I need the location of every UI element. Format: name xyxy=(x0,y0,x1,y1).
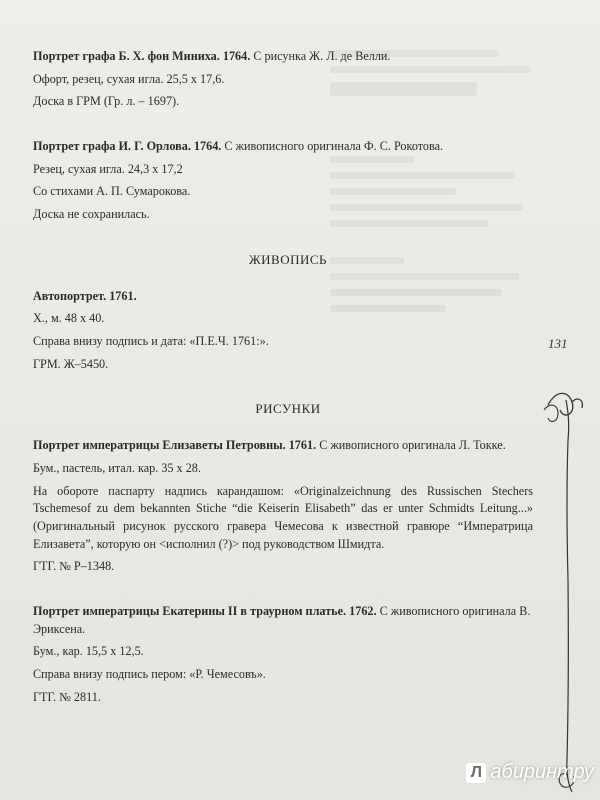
entry-source: С живописного оригинала Л. Токке. xyxy=(316,438,506,453)
entry-location: ГТГ. № Р–1348. xyxy=(33,559,115,574)
watermark-text xyxy=(490,761,594,784)
catalog-entry-minich xyxy=(33,48,533,111)
entry-location: Доска в ГРМ (Гр. л. – 1697). xyxy=(33,94,180,109)
section-heading-drawings: РИСУНКИ xyxy=(255,401,321,417)
entry-signature: Справа внизу подпись пером: «Р. Чемесовъ». xyxy=(33,667,266,682)
entry-title: Портрет графа И. Г. Орлова. 1764. xyxy=(33,139,222,154)
entry-location: ГРМ. Ж–5450. xyxy=(33,356,109,371)
entry-title: Портрет императрицы Елизаветы Петровны. 1761. xyxy=(33,438,317,453)
entry-title: Автопортрет. 1761. xyxy=(33,288,137,303)
entry-source: С рисунка Ж. Л. де Велли. xyxy=(250,49,391,63)
catalog-entry-catherine xyxy=(33,603,533,706)
catalog-entry-self-portrait xyxy=(33,288,533,374)
entry-medium: Бум., пастель, итал. кар. 35 х 28. xyxy=(33,460,201,475)
entry-heading xyxy=(33,437,533,455)
entry-location: ГТГ. № 2811. xyxy=(33,689,101,704)
vine-ornament-icon xyxy=(538,380,588,800)
entry-source: С живописного оригинала Ф. С. Рокотова. xyxy=(221,139,444,154)
entry-inscription-note: На обороте паспарту надпись карандашом: «Originalzeichnung des Russischen Stechers Tschemesof zu dem bekannten Stiche “die Keiserin Elisabeth” das er unter Schmidts Leitung...» (Оригинальный рисунок русского гравера Чемесова к известной гравюре “Императрица Елизавета”, которую он <исполнил (?)> под руководством Шмидта. xyxy=(33,483,533,551)
section-heading-painting: ЖИВОПИСЬ xyxy=(248,251,327,267)
entry-signature: Справа внизу подпись и дата: «П.Е.Ч. 1761:». xyxy=(33,334,269,349)
entry-technique: Офорт, резец, сухая игла. 25,5 х 17,6. xyxy=(33,71,225,86)
entry-verses: Со стихами А. П. Сумарокова. xyxy=(33,184,191,199)
labirint-logo-icon: Л xyxy=(466,763,486,783)
entry-heading xyxy=(33,48,533,66)
page-content xyxy=(33,48,533,734)
entry-technique: Резец, сухая игла. 24,3 х 17,2 xyxy=(33,161,183,176)
entry-medium: Бум., кар. 15,5 х 12,5. xyxy=(33,644,144,659)
watermark-suffix: ру xyxy=(573,761,594,783)
entry-source: С живописного оригинала В. Эриксена. xyxy=(33,604,531,636)
entry-heading xyxy=(33,603,533,638)
entry-title: Портрет императрицы Екатерины II в траурном платье. 1762. xyxy=(33,604,377,619)
labirint-watermark xyxy=(466,761,594,784)
watermark-word: абиринт xyxy=(490,761,574,783)
entry-heading xyxy=(33,138,533,156)
catalog-entry-elizabeth xyxy=(33,437,533,576)
entry-location: Доска не сохранилась. xyxy=(33,207,150,222)
entry-medium: Х., м. 48 х 40. xyxy=(33,311,105,326)
entry-title: Портрет графа Б. Х. фон Миниха. 1764. xyxy=(33,49,251,63)
page-number: 131 xyxy=(548,336,568,351)
catalog-entry-orlov xyxy=(33,138,533,224)
